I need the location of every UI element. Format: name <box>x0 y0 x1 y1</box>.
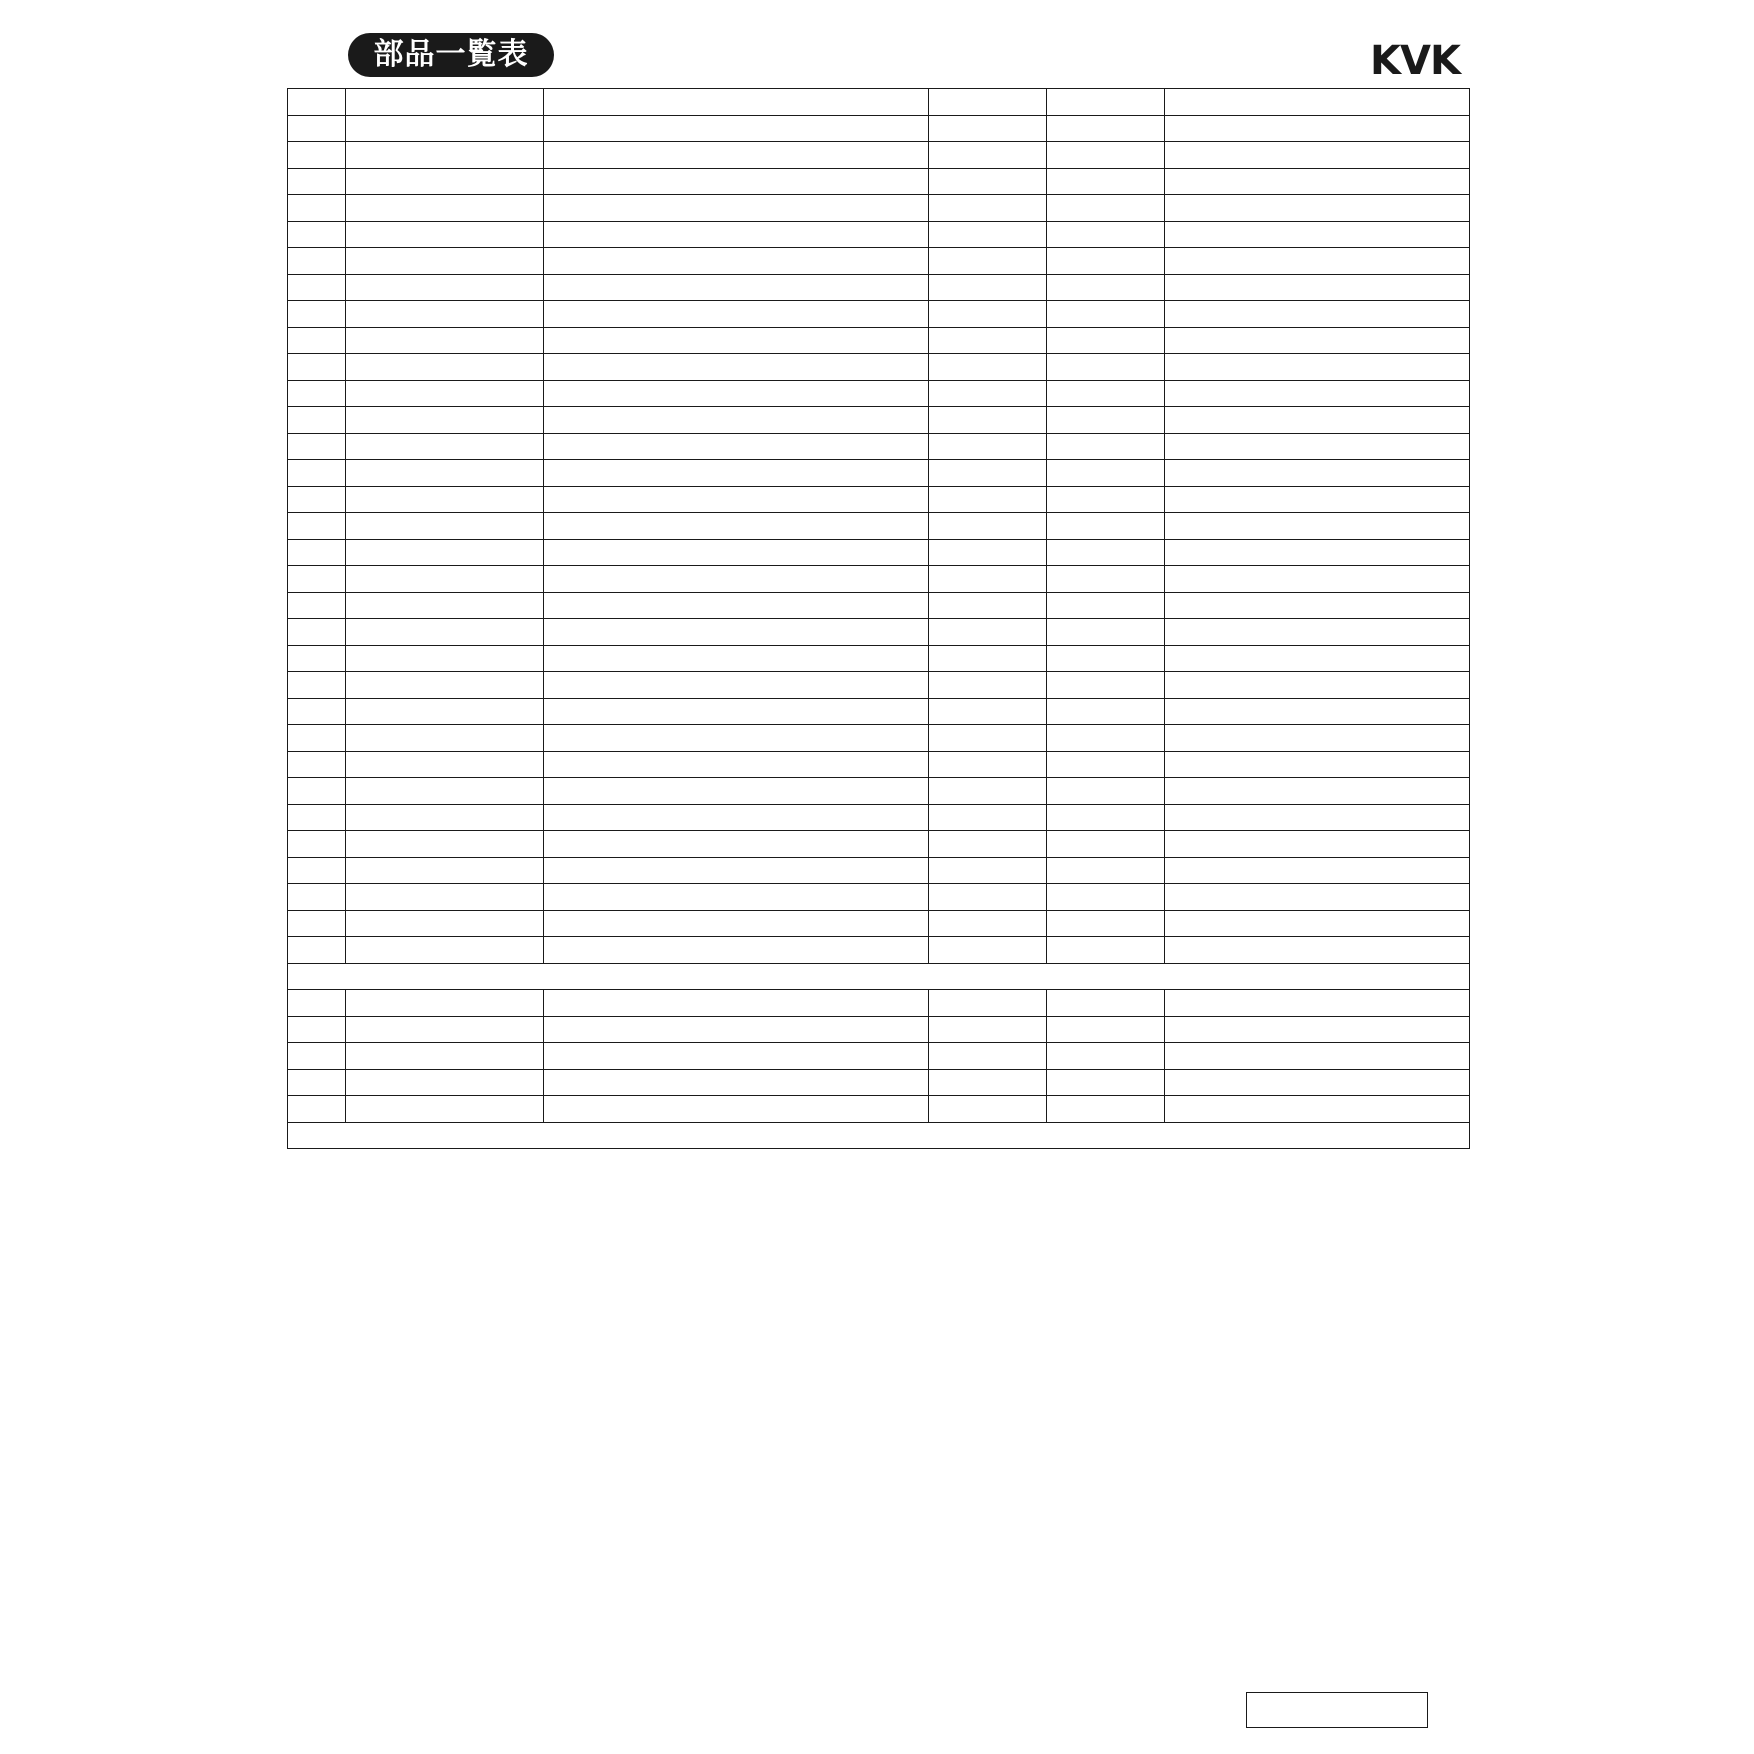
table-cell <box>1165 168 1470 195</box>
table-cell <box>288 142 346 169</box>
table-cell <box>544 1016 929 1043</box>
table-cell <box>1047 672 1165 699</box>
table-cell <box>288 539 346 566</box>
table-cell <box>288 380 346 407</box>
table-cell <box>929 513 1047 540</box>
table-cell <box>544 831 929 858</box>
table-cell <box>1047 937 1165 964</box>
table-cell <box>288 1016 346 1043</box>
table-cell <box>929 89 1047 116</box>
table-cell <box>544 725 929 752</box>
table-cell <box>1047 990 1165 1017</box>
table-cell <box>544 221 929 248</box>
table-cell <box>346 857 544 884</box>
table-cell <box>1047 195 1165 222</box>
table-cell <box>346 937 544 964</box>
table-cell <box>929 592 1047 619</box>
table-row <box>288 380 1470 407</box>
table-row <box>288 778 1470 805</box>
table-cell <box>544 433 929 460</box>
table-cell <box>346 1043 544 1070</box>
table-cell <box>1047 751 1165 778</box>
table-row <box>288 221 1470 248</box>
table-cell <box>346 248 544 275</box>
table-cell <box>346 274 544 301</box>
table-cell <box>1047 539 1165 566</box>
table-cell <box>288 751 346 778</box>
table-cell <box>288 513 346 540</box>
table-cell <box>1047 778 1165 805</box>
table-cell <box>544 698 929 725</box>
table-cell <box>929 1043 1047 1070</box>
table-cell <box>346 884 544 911</box>
parts-table <box>287 88 1470 1149</box>
table-cell <box>288 407 346 434</box>
table-cell <box>346 831 544 858</box>
table-cell <box>288 672 346 699</box>
table-cell <box>1165 354 1470 381</box>
table-row <box>288 115 1470 142</box>
table-cell <box>1047 248 1165 275</box>
table-cell <box>544 142 929 169</box>
table-cell <box>929 221 1047 248</box>
table-cell <box>288 1096 346 1123</box>
table-cell <box>544 1043 929 1070</box>
table-cell <box>1165 831 1470 858</box>
table-cell <box>544 380 929 407</box>
table-cell <box>346 910 544 937</box>
table-cell <box>929 301 1047 328</box>
table-cell <box>1047 380 1165 407</box>
table-cell <box>544 274 929 301</box>
table-cell <box>1165 89 1470 116</box>
table-cell <box>288 725 346 752</box>
table-cell <box>1047 460 1165 487</box>
table-cell <box>288 937 346 964</box>
table-cell <box>544 645 929 672</box>
table-cell <box>1047 433 1165 460</box>
table-cell <box>1047 115 1165 142</box>
table-cell <box>1165 751 1470 778</box>
table-cell <box>1165 592 1470 619</box>
table-cell <box>1165 274 1470 301</box>
table-cell <box>288 486 346 513</box>
table-cell <box>929 619 1047 646</box>
table-row <box>288 1096 1470 1123</box>
table-cell <box>544 1069 929 1096</box>
document-code-box <box>1246 1692 1428 1728</box>
table-cell <box>544 937 929 964</box>
table-cell <box>288 566 346 593</box>
table-cell <box>346 354 544 381</box>
table-row <box>288 751 1470 778</box>
table-cell <box>346 1069 544 1096</box>
table-cell <box>929 327 1047 354</box>
table-cell <box>1165 486 1470 513</box>
table-row <box>288 168 1470 195</box>
table-cell <box>929 407 1047 434</box>
table-cell <box>544 513 929 540</box>
table-cell <box>929 539 1047 566</box>
parts-table-body <box>288 89 1470 1149</box>
table-cell <box>346 751 544 778</box>
table-cell <box>1165 804 1470 831</box>
table-row <box>288 725 1470 752</box>
table-cell <box>346 115 544 142</box>
table-cell <box>544 115 929 142</box>
table-cell <box>346 301 544 328</box>
table-cell <box>544 910 929 937</box>
table-cell <box>929 857 1047 884</box>
table-cell <box>346 778 544 805</box>
table-cell <box>929 486 1047 513</box>
table-cell <box>929 778 1047 805</box>
table-cell <box>929 831 1047 858</box>
table-cell <box>1047 698 1165 725</box>
table-cell <box>929 1096 1047 1123</box>
table-row <box>288 937 1470 964</box>
table-cell <box>1047 725 1165 752</box>
table-cell <box>288 274 346 301</box>
table-row <box>288 857 1470 884</box>
table-cell <box>288 195 346 222</box>
table-row <box>288 248 1470 275</box>
table-cell <box>1047 142 1165 169</box>
page-title: 部品一覧表 <box>348 33 554 77</box>
table-row <box>288 619 1470 646</box>
brand-logo: KVK <box>1370 38 1460 84</box>
table-cell <box>1047 301 1165 328</box>
table-row <box>288 142 1470 169</box>
table-cell <box>288 778 346 805</box>
table-cell <box>1165 1096 1470 1123</box>
table-cell <box>1165 645 1470 672</box>
table-cell <box>346 566 544 593</box>
table-cell <box>346 725 544 752</box>
table-cell <box>1165 937 1470 964</box>
table-cell <box>1047 354 1165 381</box>
table-cell <box>1047 168 1165 195</box>
table-cell <box>1165 857 1470 884</box>
table-row <box>288 990 1470 1017</box>
table-cell <box>1165 539 1470 566</box>
table-row <box>288 1122 1470 1149</box>
table-row <box>288 274 1470 301</box>
table-cell <box>1165 990 1470 1017</box>
table-cell <box>1165 672 1470 699</box>
table-row <box>288 354 1470 381</box>
table-cell <box>929 1016 1047 1043</box>
table-cell <box>544 460 929 487</box>
table-cell <box>1165 884 1470 911</box>
table-cell <box>288 857 346 884</box>
table-cell <box>1047 407 1165 434</box>
table-cell <box>346 619 544 646</box>
table-cell <box>929 380 1047 407</box>
table-cell <box>1047 1069 1165 1096</box>
table-cell <box>544 884 929 911</box>
table-cell <box>1047 221 1165 248</box>
table-cell <box>288 990 346 1017</box>
table-cell <box>346 460 544 487</box>
table-cell <box>1165 1069 1470 1096</box>
table-cell <box>346 327 544 354</box>
table-row <box>288 566 1470 593</box>
table-header-row <box>288 89 1470 116</box>
table-cell <box>346 168 544 195</box>
table-cell <box>346 486 544 513</box>
table-cell <box>288 433 346 460</box>
table-cell <box>1047 274 1165 301</box>
table-cell <box>544 778 929 805</box>
table-cell <box>929 698 1047 725</box>
table-cell <box>544 857 929 884</box>
table-cell <box>288 460 346 487</box>
table-cell <box>929 433 1047 460</box>
table-cell <box>288 831 346 858</box>
table-cell <box>544 301 929 328</box>
table-cell <box>544 327 929 354</box>
table-cell <box>544 1096 929 1123</box>
table-cell <box>288 327 346 354</box>
table-row <box>288 592 1470 619</box>
table-cell <box>1165 910 1470 937</box>
table-cell <box>346 804 544 831</box>
table-cell <box>544 592 929 619</box>
table-cell <box>1047 1043 1165 1070</box>
table-cell <box>288 910 346 937</box>
table-row <box>288 963 1470 990</box>
table-cell <box>1165 407 1470 434</box>
table-cell <box>346 672 544 699</box>
table-cell <box>288 248 346 275</box>
table-cell <box>544 539 929 566</box>
table-cell <box>929 645 1047 672</box>
table-row <box>288 433 1470 460</box>
table-cell <box>288 645 346 672</box>
table-cell <box>1165 778 1470 805</box>
table-cell <box>288 354 346 381</box>
table-cell <box>1165 142 1470 169</box>
table-row <box>288 513 1470 540</box>
table-row <box>288 1016 1470 1043</box>
table-cell <box>544 990 929 1017</box>
table-cell <box>929 1069 1047 1096</box>
table-cell <box>288 619 346 646</box>
table-cell <box>346 539 544 566</box>
page-code <box>1385 1650 1429 1670</box>
table-row <box>288 804 1470 831</box>
table-cell <box>1165 433 1470 460</box>
table-cell <box>346 513 544 540</box>
table-row <box>288 327 1470 354</box>
table-cell <box>1165 513 1470 540</box>
table-cell <box>929 990 1047 1017</box>
table-cell <box>1165 698 1470 725</box>
table-cell <box>346 142 544 169</box>
table-cell <box>288 221 346 248</box>
table-cell <box>929 884 1047 911</box>
table-cell <box>288 698 346 725</box>
table-cell <box>929 460 1047 487</box>
table-cell <box>346 1096 544 1123</box>
table-cell <box>1047 831 1165 858</box>
table-cell <box>1047 566 1165 593</box>
table-cell <box>346 433 544 460</box>
table-cell <box>1165 1016 1470 1043</box>
table-cell <box>929 248 1047 275</box>
table-cell <box>929 566 1047 593</box>
table-cell <box>1165 566 1470 593</box>
table-cell <box>1047 619 1165 646</box>
table-cell <box>1165 380 1470 407</box>
table-row <box>288 645 1470 672</box>
table-cell <box>1047 804 1165 831</box>
table-row <box>288 831 1470 858</box>
table-row <box>288 698 1470 725</box>
table-cell <box>1047 486 1165 513</box>
table-cell <box>346 592 544 619</box>
table-cell <box>544 804 929 831</box>
table-row <box>288 1043 1470 1070</box>
table-cell <box>1165 327 1470 354</box>
table-cell <box>346 195 544 222</box>
table-cell <box>544 566 929 593</box>
table-cell <box>1047 884 1165 911</box>
table-cell <box>929 142 1047 169</box>
table-cell <box>1165 1043 1470 1070</box>
table-cell <box>1165 221 1470 248</box>
table-cell <box>1047 645 1165 672</box>
table-cell <box>1047 327 1165 354</box>
table-row <box>288 884 1470 911</box>
table-cell <box>1047 857 1165 884</box>
table-cell <box>1165 725 1470 752</box>
table-cell <box>1047 513 1165 540</box>
table-cell <box>346 221 544 248</box>
table-cell <box>544 354 929 381</box>
table-cell <box>544 407 929 434</box>
table-cell <box>929 937 1047 964</box>
table-row <box>288 301 1470 328</box>
table-cell <box>346 89 544 116</box>
table-cell <box>288 89 346 116</box>
table-row <box>288 486 1470 513</box>
table-cell <box>929 751 1047 778</box>
table-cell <box>929 168 1047 195</box>
table-row <box>288 672 1470 699</box>
table-cell <box>288 884 346 911</box>
table-row <box>288 195 1470 222</box>
table-row <box>288 910 1470 937</box>
table-cell <box>288 1069 346 1096</box>
table-row <box>288 460 1470 487</box>
table-cell <box>929 274 1047 301</box>
table-cell <box>1165 248 1470 275</box>
table-row <box>288 407 1470 434</box>
table-cell <box>929 195 1047 222</box>
table-cell <box>346 698 544 725</box>
table-cell <box>929 910 1047 937</box>
table-cell <box>929 804 1047 831</box>
table-cell <box>1047 1096 1165 1123</box>
table-cell <box>346 990 544 1017</box>
table-note-cell <box>288 963 1470 990</box>
table-cell <box>544 486 929 513</box>
table-note-cell <box>288 1122 1470 1149</box>
table-cell <box>929 672 1047 699</box>
table-cell <box>1165 301 1470 328</box>
table-cell <box>929 354 1047 381</box>
table-cell <box>1047 89 1165 116</box>
table-cell <box>544 195 929 222</box>
table-cell <box>544 168 929 195</box>
table-row <box>288 1069 1470 1096</box>
table-cell <box>1047 910 1165 937</box>
table-cell <box>288 115 346 142</box>
table-cell <box>544 89 929 116</box>
table-cell <box>288 804 346 831</box>
table-cell <box>288 168 346 195</box>
table-cell <box>544 751 929 778</box>
table-row <box>288 539 1470 566</box>
table-cell <box>346 645 544 672</box>
table-cell <box>1047 592 1165 619</box>
table-cell <box>288 1043 346 1070</box>
table-cell <box>929 725 1047 752</box>
table-cell <box>1165 619 1470 646</box>
table-cell <box>1165 115 1470 142</box>
table-cell <box>288 592 346 619</box>
table-cell <box>346 380 544 407</box>
table-cell <box>346 1016 544 1043</box>
table-cell <box>288 301 346 328</box>
table-cell <box>544 672 929 699</box>
table-cell <box>1165 195 1470 222</box>
table-cell <box>544 619 929 646</box>
table-cell <box>1165 460 1470 487</box>
table-cell <box>1047 1016 1165 1043</box>
table-cell <box>929 115 1047 142</box>
table-cell <box>544 248 929 275</box>
table-cell <box>346 407 544 434</box>
